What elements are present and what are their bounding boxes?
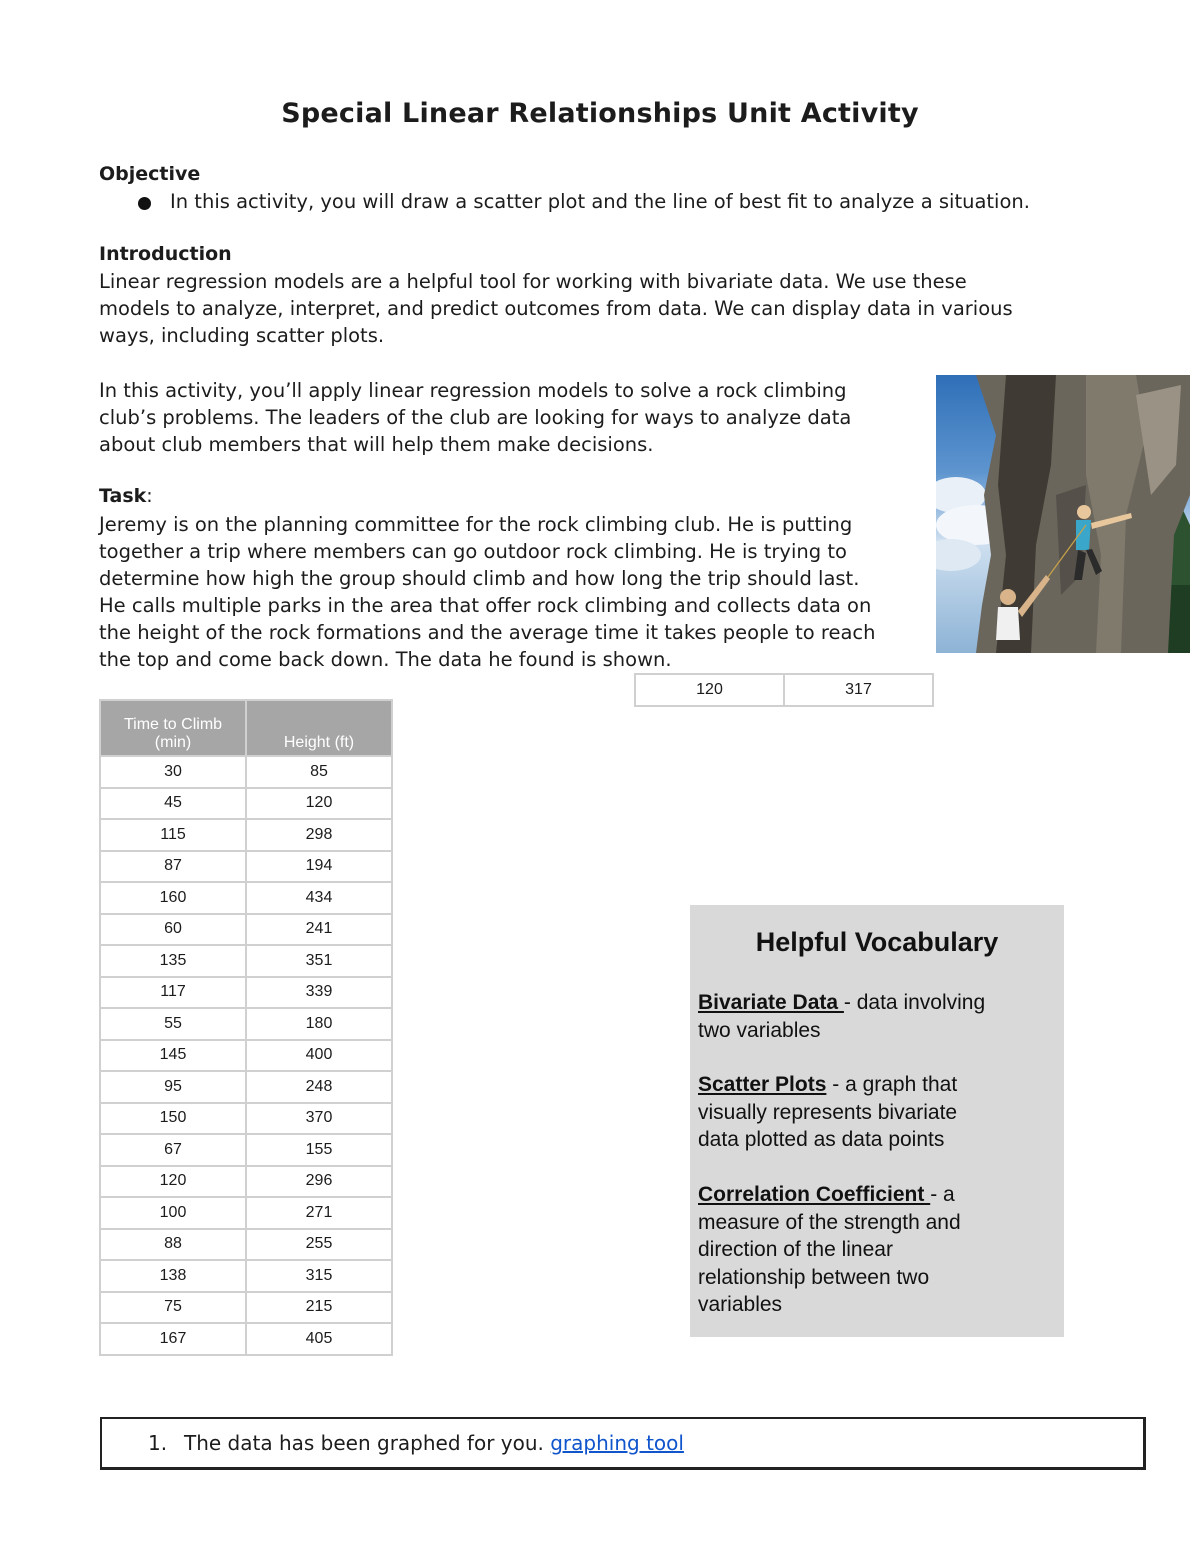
header-line: Time to Climb — [123, 716, 223, 733]
rock-climbing-illustration — [936, 375, 1190, 653]
vocab-dash: - — [843, 991, 857, 1014]
vocab-definition: relationship between two — [698, 1265, 930, 1289]
question-text — [184, 1431, 684, 1455]
table-row — [100, 1166, 392, 1198]
height-cell: 434 — [246, 882, 392, 914]
table-body — [100, 756, 392, 1355]
vocab-term: Bivariate Data — [698, 991, 844, 1014]
table-row — [100, 1260, 392, 1292]
time-cell: 115 — [100, 819, 246, 851]
time-cell: 138 — [100, 1260, 246, 1292]
time-cell: 75 — [100, 1292, 246, 1324]
vocab-dash: - — [826, 1073, 846, 1096]
time-cell: 67 — [100, 1134, 246, 1166]
extra-data-row-table — [634, 673, 934, 707]
intro-line: models to analyze, interpret, and predict outcomes from data. We can display data in various — [99, 297, 1013, 320]
height-cell: 351 — [246, 945, 392, 977]
time-cell: 117 — [100, 977, 246, 1009]
intro-line: Linear regression models are a helpful tool for working with bivariate data. We use these — [99, 270, 967, 293]
vocab-dash: - — [930, 1183, 944, 1206]
height-cell: 248 — [246, 1071, 392, 1103]
vocab-definition: direction of the linear — [698, 1238, 893, 1261]
time-cell: 100 — [100, 1197, 246, 1229]
table-row — [100, 1071, 392, 1103]
table-row — [100, 1323, 392, 1355]
page-title: Special Linear Relationships Unit Activity — [281, 98, 919, 129]
height-cell: 215 — [246, 1292, 392, 1324]
height-cell: 298 — [246, 819, 392, 851]
table-row — [100, 914, 392, 946]
time-cell: 160 — [100, 882, 246, 914]
table-row — [100, 756, 392, 788]
table-row — [100, 1103, 392, 1135]
height-cell: 85 — [246, 756, 392, 788]
height-cell: 315 — [246, 1260, 392, 1292]
introduction-paragraph — [99, 268, 1013, 349]
height-cell: 194 — [246, 851, 392, 883]
table-cell: 120 — [635, 674, 784, 706]
table-row — [100, 945, 392, 977]
table-row — [100, 819, 392, 851]
table-row — [100, 1134, 392, 1166]
table-row — [100, 851, 392, 883]
table-row — [100, 882, 392, 914]
table-row — [100, 1292, 392, 1324]
task-heading-colon: : — [146, 485, 153, 507]
question-box — [100, 1417, 1146, 1470]
question-prompt: The data has been graphed for you. — [184, 1431, 551, 1455]
vocab-definition: data involving — [856, 991, 986, 1014]
table-row — [100, 977, 392, 1009]
rock-climbing-photo — [936, 375, 1190, 653]
vocab-definition: visually represents bivariate — [698, 1100, 958, 1124]
vocabulary-heading: Helpful Vocabulary — [755, 927, 999, 957]
task-line: determine how high the group should climb and how long the trip should last. — [99, 567, 860, 590]
table-row — [100, 1008, 392, 1040]
height-cell: 180 — [246, 1008, 392, 1040]
intro-line: club’s problems. The leaders of the club are looking for ways to analyze data — [99, 406, 852, 429]
time-cell: 88 — [100, 1229, 246, 1261]
objective-text: In this activity, you will draw a scatter plot and the line of best fit to analyze a situation. — [170, 190, 1030, 213]
height-cell: 255 — [246, 1229, 392, 1261]
vocab-definition: a graph that — [845, 1073, 958, 1096]
column-header-height: Height (ft) — [246, 700, 392, 756]
height-cell: 370 — [246, 1103, 392, 1135]
time-cell: 150 — [100, 1103, 246, 1135]
time-cell: 167 — [100, 1323, 246, 1355]
vocab-term: Correlation Coefficient — [698, 1183, 931, 1206]
height-cell: 241 — [246, 914, 392, 946]
height-cell: 400 — [246, 1040, 392, 1072]
time-cell: 145 — [100, 1040, 246, 1072]
vocab-definition: measure of the strength and — [698, 1210, 961, 1234]
introduction-paragraph-2 — [99, 377, 851, 458]
introduction-heading: Introduction — [99, 243, 232, 265]
column-header-time — [100, 700, 246, 756]
task-heading — [99, 485, 153, 507]
vocabulary-box — [690, 905, 1064, 1337]
table-row — [100, 1197, 392, 1229]
time-cell: 120 — [100, 1166, 246, 1198]
table-header-row — [100, 700, 392, 756]
height-cell: 155 — [246, 1134, 392, 1166]
height-cell: 339 — [246, 977, 392, 1009]
header-line: (min) — [154, 734, 192, 751]
table-row — [100, 1229, 392, 1261]
task-line: Jeremy is on the planning committee for the rock climbing club. He is putting — [99, 513, 853, 536]
intro-line: ways, including scatter plots. — [99, 324, 385, 347]
vocab-item-scatter-plots — [698, 1071, 1058, 1154]
table-row — [100, 1040, 392, 1072]
table-cell: 317 — [784, 674, 933, 706]
vocab-term: Scatter Plots — [698, 1073, 827, 1096]
bullet-dot-icon — [138, 197, 151, 210]
time-cell: 55 — [100, 1008, 246, 1040]
task-line: He calls multiple parks in the area that offer rock climbing and collects data on — [99, 594, 872, 617]
vocab-definition: a — [943, 1183, 955, 1206]
climb-data-table — [99, 699, 393, 1356]
task-line: the top and come back down. The data he found is shown. — [99, 648, 672, 671]
time-cell: 60 — [100, 914, 246, 946]
table-row — [100, 788, 392, 820]
question-number: 1. — [148, 1431, 168, 1455]
vocab-item-bivariate-data — [698, 989, 1058, 1044]
task-line: together a trip where members can go outdoor rock climbing. He is trying to — [99, 540, 847, 563]
graphing-tool-link[interactable]: graphing tool — [550, 1431, 684, 1455]
time-cell: 45 — [100, 788, 246, 820]
intro-line: In this activity, you’ll apply linear regression models to solve a rock climbing — [99, 379, 847, 402]
objective-heading: Objective — [99, 163, 201, 185]
height-cell: 120 — [246, 788, 392, 820]
time-cell: 95 — [100, 1071, 246, 1103]
table-row — [635, 674, 933, 706]
time-cell: 30 — [100, 756, 246, 788]
time-cell: 87 — [100, 851, 246, 883]
vocab-definition: data plotted as data points — [698, 1128, 945, 1151]
task-heading-label: Task — [99, 485, 147, 507]
vocab-item-correlation-coefficient — [698, 1181, 1058, 1319]
height-cell: 405 — [246, 1323, 392, 1355]
time-cell: 135 — [100, 945, 246, 977]
height-cell: 296 — [246, 1166, 392, 1198]
vocab-definition: variables — [698, 1293, 783, 1316]
vocab-definition: two variables — [698, 1018, 821, 1042]
height-cell: 271 — [246, 1197, 392, 1229]
task-line: the height of the rock formations and the average time it takes people to reach — [99, 621, 876, 644]
task-paragraph — [99, 511, 875, 673]
intro-line: about club members that will help them make decisions. — [99, 433, 654, 456]
